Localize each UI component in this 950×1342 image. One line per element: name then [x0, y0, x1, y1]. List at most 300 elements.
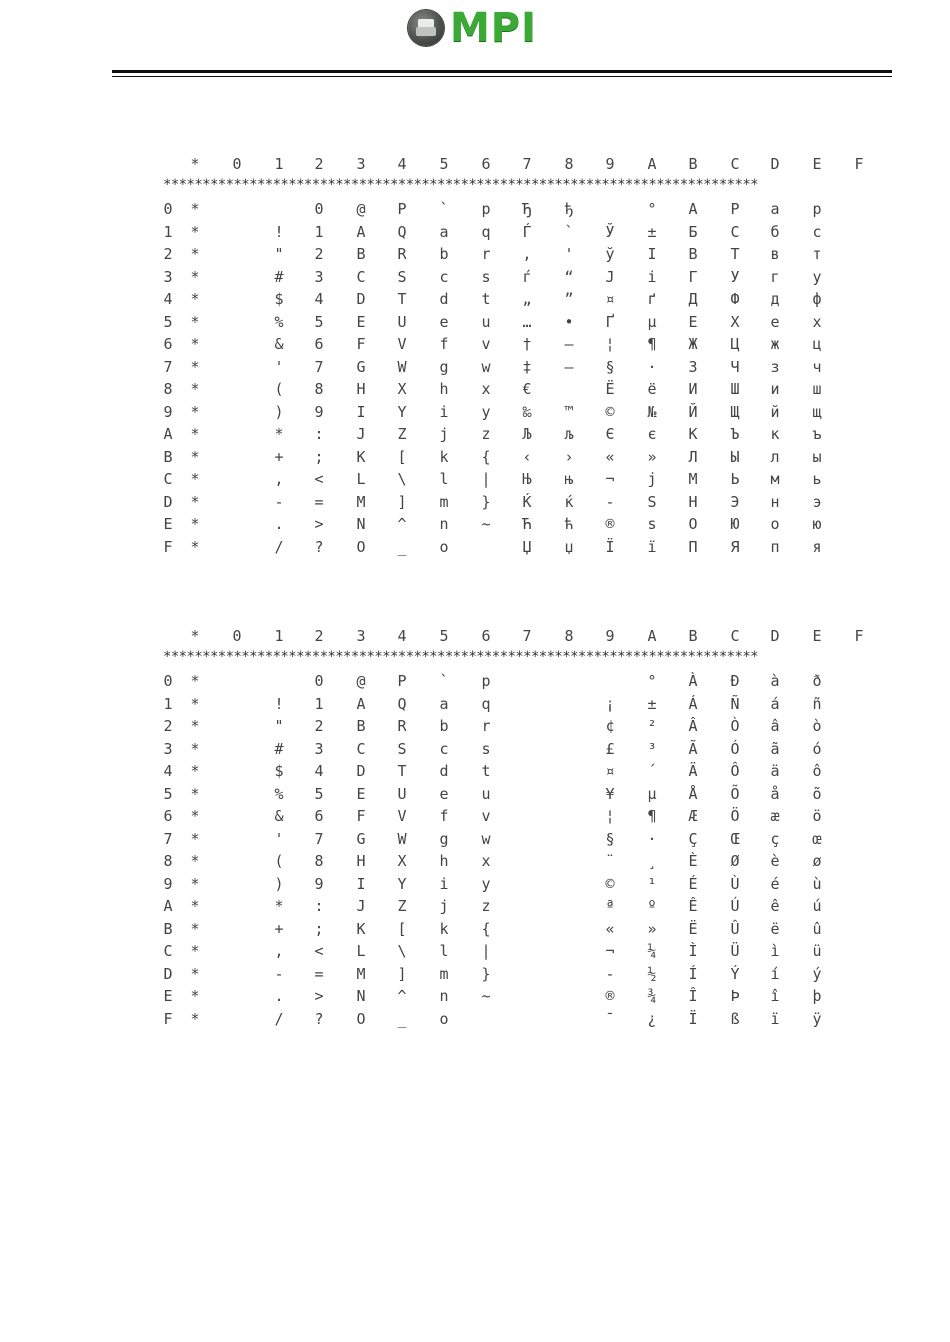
- header-cell: 1: [274, 627, 284, 645]
- glyph-cell: °: [647, 672, 657, 690]
- glyph-cell: 3: [314, 267, 324, 286]
- glyph-cell: ±: [647, 222, 657, 241]
- glyph-cell: з: [770, 357, 780, 376]
- glyph-cell: 4: [314, 762, 324, 780]
- glyph-cell: Å: [688, 784, 698, 803]
- glyph-cell: W: [397, 357, 407, 376]
- glyph-cell: ¶: [647, 807, 657, 825]
- glyph-cell: 6: [314, 335, 324, 353]
- glyph-cell: Ü: [730, 942, 740, 960]
- glyph-cell: þ: [812, 987, 822, 1005]
- glyph-cell: M: [356, 492, 366, 511]
- glyph-cell: _: [397, 537, 407, 556]
- glyph-cell: ½: [647, 964, 657, 983]
- row-label: B: [163, 447, 173, 466]
- glyph-cell: V: [397, 807, 407, 825]
- glyph-cell: Q: [397, 222, 407, 241]
- glyph-cell: Ю: [730, 515, 740, 533]
- header-cell: 7: [522, 155, 532, 173]
- glyph-cell: щ: [812, 402, 822, 421]
- glyph-cell: q: [481, 694, 491, 713]
- row-label: 5: [163, 784, 173, 803]
- glyph-cell: î: [770, 987, 780, 1005]
- glyph-cell: (: [274, 852, 284, 870]
- glyph-cell: ґ: [647, 290, 657, 308]
- glyph-cell: N: [356, 515, 366, 533]
- glyph-cell: =: [314, 492, 324, 511]
- glyph-cell: К: [688, 425, 698, 443]
- row-asterisk: *: [190, 964, 200, 983]
- glyph-cell: @: [356, 200, 366, 218]
- row-label: E: [163, 987, 173, 1005]
- glyph-cell: r: [481, 245, 491, 263]
- glyph-cell: »: [647, 447, 657, 466]
- glyph-cell: Ý: [730, 964, 740, 983]
- glyph-cell: å: [770, 784, 780, 803]
- separator-text: ****************************************************************************: [163, 176, 758, 193]
- glyph-cell: Х: [730, 312, 740, 331]
- glyph-cell: …: [522, 312, 532, 331]
- glyph-cell: Â: [688, 717, 698, 735]
- glyph-cell: о: [770, 515, 780, 533]
- glyph-cell: “: [564, 267, 574, 286]
- glyph-cell: Й: [688, 402, 698, 421]
- glyph-cell: -: [605, 492, 615, 511]
- glyph-cell: 6: [314, 807, 324, 825]
- glyph-cell: 2: [314, 717, 324, 735]
- glyph-cell: B: [356, 717, 366, 735]
- glyph-cell: ^: [397, 987, 407, 1005]
- glyph-cell: ': [274, 829, 284, 848]
- glyph-cell: b: [439, 245, 449, 263]
- glyph-cell: Z: [397, 425, 407, 443]
- glyph-cell: ß: [730, 1009, 740, 1028]
- glyph-cell: Î: [688, 987, 698, 1005]
- glyph-cell: Ї: [605, 537, 615, 556]
- glyph-cell: d: [439, 762, 449, 780]
- glyph-cell: ¯: [605, 1009, 615, 1028]
- row-asterisk: *: [190, 357, 200, 376]
- header-cell: C: [730, 155, 740, 173]
- glyph-cell: m: [439, 492, 449, 511]
- header-cell: B: [688, 155, 698, 173]
- glyph-cell: ‹: [522, 447, 532, 466]
- glyph-cell: U: [397, 312, 407, 331]
- printer-icon: [408, 10, 444, 46]
- glyph-cell: 5: [314, 312, 324, 331]
- glyph-cell: ~: [481, 987, 491, 1005]
- glyph-cell: ²: [647, 717, 657, 735]
- glyph-cell: ё: [647, 380, 657, 398]
- glyph-cell: ®: [605, 987, 615, 1005]
- row-label: 0: [163, 200, 173, 218]
- row-asterisk: *: [190, 470, 200, 488]
- row-label: 2: [163, 717, 173, 735]
- glyph-cell: ¾: [647, 987, 657, 1005]
- table-row: [150, 895, 875, 918]
- glyph-cell: н: [770, 492, 780, 511]
- glyph-cell: ¸: [647, 852, 657, 870]
- glyph-cell: »: [647, 919, 657, 938]
- glyph-cell: /: [274, 1009, 284, 1028]
- glyph-cell: ѓ: [522, 267, 532, 286]
- glyph-cell: ï: [770, 1009, 780, 1028]
- separator-text: ****************************************************************************: [163, 648, 758, 665]
- glyph-cell: Џ: [522, 537, 532, 556]
- glyph-cell: њ: [564, 470, 574, 488]
- glyph-cell: і: [647, 267, 657, 286]
- header-cell: 8: [564, 627, 574, 645]
- glyph-cell: r: [481, 717, 491, 735]
- glyph-cell: ,: [274, 470, 284, 488]
- table-row: [150, 828, 875, 851]
- glyph-cell: Ì: [688, 942, 698, 960]
- glyph-cell: O: [356, 1009, 366, 1028]
- glyph-cell: ñ: [812, 694, 822, 713]
- glyph-cell: ã: [770, 739, 780, 758]
- header-cell: 6: [481, 155, 491, 173]
- glyph-cell: Ј: [605, 267, 615, 286]
- glyph-cell: ¡: [605, 694, 615, 713]
- glyph-cell: H: [356, 380, 366, 398]
- glyph-cell: О: [688, 515, 698, 533]
- glyph-cell: C: [356, 267, 366, 286]
- row-asterisk: *: [190, 537, 200, 556]
- row-label: F: [163, 537, 173, 556]
- glyph-cell: ї: [647, 537, 657, 556]
- row-asterisk: *: [190, 829, 200, 848]
- glyph-cell: G: [356, 357, 366, 376]
- glyph-cell: ": [274, 717, 284, 735]
- glyph-cell: £: [605, 739, 615, 758]
- glyph-cell: p: [481, 200, 491, 218]
- glyph-cell: e: [439, 784, 449, 803]
- glyph-cell: \: [397, 470, 407, 488]
- glyph-cell: +: [274, 919, 284, 938]
- glyph-cell: А: [688, 200, 698, 218]
- glyph-cell: A: [356, 222, 366, 241]
- glyph-cell: !: [274, 694, 284, 713]
- row-label: 6: [163, 335, 173, 353]
- glyph-cell: X: [397, 380, 407, 398]
- glyph-cell: &: [274, 807, 284, 825]
- glyph-cell: ц: [812, 335, 822, 353]
- glyph-cell: 3: [314, 739, 324, 758]
- glyph-cell: P: [397, 200, 407, 218]
- glyph-cell: s: [481, 739, 491, 758]
- header-cell: A: [647, 155, 657, 173]
- row-label: 4: [163, 290, 173, 308]
- glyph-cell: P: [397, 672, 407, 690]
- header-cell: C: [730, 627, 740, 645]
- glyph-cell: i: [439, 402, 449, 421]
- glyph-cell: ќ: [564, 492, 574, 511]
- header-cell: *: [190, 155, 200, 173]
- glyph-cell: à: [770, 672, 780, 690]
- glyph-cell: Ь: [730, 470, 740, 488]
- glyph-cell: •: [564, 312, 574, 331]
- glyph-cell: „: [522, 290, 532, 308]
- glyph-cell: k: [439, 447, 449, 466]
- glyph-cell: 5: [314, 784, 324, 803]
- row-label: 9: [163, 874, 173, 893]
- table-header-row: [150, 625, 875, 648]
- glyph-cell: Д: [688, 290, 698, 308]
- glyph-cell: ": [274, 245, 284, 263]
- row-asterisk: *: [190, 784, 200, 803]
- glyph-cell: ;: [314, 919, 324, 938]
- glyph-cell: è: [770, 852, 780, 870]
- glyph-cell: є: [647, 425, 657, 443]
- glyph-cell: Г: [688, 267, 698, 286]
- glyph-cell: á: [770, 694, 780, 713]
- row-asterisk: *: [190, 402, 200, 421]
- row-asterisk: *: [190, 987, 200, 1005]
- glyph-cell: Ъ: [730, 425, 740, 443]
- glyph-cell: м: [770, 470, 780, 488]
- glyph-cell: «: [605, 919, 615, 938]
- glyph-cell: ¥: [605, 784, 615, 803]
- glyph-cell: Û: [730, 919, 740, 938]
- glyph-cell: õ: [812, 784, 822, 803]
- glyph-cell: ?: [314, 537, 324, 556]
- glyph-cell: М: [688, 470, 698, 488]
- glyph-cell: æ: [770, 807, 780, 825]
- glyph-cell: Ú: [730, 897, 740, 915]
- glyph-cell: C: [356, 739, 366, 758]
- row-label: 3: [163, 739, 173, 758]
- table-row: [150, 491, 875, 514]
- glyph-cell: 1: [314, 694, 324, 713]
- glyph-cell: ú: [812, 897, 822, 915]
- header-cell: 3: [356, 627, 366, 645]
- table-row: [150, 243, 875, 266]
- row-asterisk: *: [190, 267, 200, 286]
- glyph-cell: #: [274, 739, 284, 758]
- glyph-cell: 9: [314, 402, 324, 421]
- glyph-cell: c: [439, 739, 449, 758]
- glyph-cell: y: [481, 402, 491, 421]
- header-cell: 0: [232, 627, 242, 645]
- glyph-cell: [: [397, 447, 407, 466]
- glyph-cell: ф: [812, 290, 822, 308]
- row-label: E: [163, 515, 173, 533]
- glyph-cell: ý: [812, 964, 822, 983]
- row-label: 7: [163, 829, 173, 848]
- glyph-cell: ,: [274, 942, 284, 960]
- glyph-cell: v: [481, 807, 491, 825]
- header-cell: 2: [314, 155, 324, 173]
- glyph-cell: &: [274, 335, 284, 353]
- glyph-cell: €: [522, 380, 532, 398]
- glyph-cell: я: [812, 537, 822, 556]
- glyph-cell: ъ: [812, 425, 822, 443]
- glyph-cell: Ô: [730, 762, 740, 780]
- glyph-cell: A: [356, 694, 366, 713]
- glyph-cell: Ґ: [605, 312, 615, 331]
- row-asterisk: *: [190, 447, 200, 466]
- row-asterisk: *: [190, 1009, 200, 1028]
- glyph-cell: §: [605, 357, 615, 376]
- glyph-cell: џ: [564, 537, 574, 556]
- row-asterisk: *: [190, 245, 200, 263]
- table-row: [150, 423, 875, 446]
- glyph-cell: Æ: [688, 807, 698, 825]
- row-asterisk: *: [190, 942, 200, 960]
- glyph-cell: >: [314, 987, 324, 1005]
- glyph-cell: —: [564, 357, 574, 376]
- glyph-cell: ©: [605, 402, 615, 421]
- header-cell: 4: [397, 627, 407, 645]
- table-row: [150, 378, 875, 401]
- header-cell: 5: [439, 627, 449, 645]
- table-row: [150, 760, 875, 783]
- row-asterisk: *: [190, 335, 200, 353]
- glyph-cell: љ: [564, 425, 574, 443]
- glyph-cell: >: [314, 515, 324, 533]
- glyph-cell: w: [481, 357, 491, 376]
- glyph-cell: ~: [481, 515, 491, 533]
- header-cell: *: [190, 627, 200, 645]
- header-cell: A: [647, 627, 657, 645]
- glyph-cell: |: [481, 942, 491, 960]
- glyph-cell: (: [274, 380, 284, 398]
- glyph-cell: Є: [605, 425, 615, 443]
- glyph-cell: g: [439, 357, 449, 376]
- glyph-cell: q: [481, 222, 491, 241]
- glyph-cell: ,: [522, 245, 532, 263]
- glyph-cell: l: [439, 942, 449, 960]
- glyph-cell: Œ: [730, 829, 740, 848]
- glyph-cell: ð: [812, 672, 822, 690]
- glyph-cell: Е: [688, 312, 698, 331]
- glyph-cell: Ñ: [730, 694, 740, 713]
- row-asterisk: *: [190, 807, 200, 825]
- table-row: [150, 311, 875, 334]
- glyph-cell: T: [397, 762, 407, 780]
- header-rule-thin: [112, 76, 892, 77]
- table-row: [150, 333, 875, 356]
- glyph-cell: c: [439, 267, 449, 286]
- glyph-cell: ю: [812, 515, 822, 533]
- row-label: 9: [163, 402, 173, 421]
- header-cell: D: [770, 155, 780, 173]
- glyph-cell: o: [439, 537, 449, 556]
- row-asterisk: *: [190, 739, 200, 758]
- glyph-cell: И: [688, 380, 698, 398]
- glyph-cell: $: [274, 762, 284, 780]
- glyph-cell: ª: [605, 897, 615, 915]
- table-row: [150, 783, 875, 806]
- header-cell: 6: [481, 627, 491, 645]
- glyph-cell: х: [812, 312, 822, 331]
- glyph-cell: Ж: [688, 335, 698, 353]
- glyph-cell: µ: [647, 784, 657, 803]
- glyph-cell: т: [812, 245, 822, 263]
- glyph-cell: b: [439, 717, 449, 735]
- glyph-cell: Ë: [688, 919, 698, 938]
- glyph-cell: °: [647, 200, 657, 218]
- table-row: [150, 715, 875, 738]
- glyph-cell: Þ: [730, 987, 740, 1005]
- glyph-cell: F: [356, 807, 366, 825]
- header-cell: B: [688, 627, 698, 645]
- glyph-cell: ¬: [605, 942, 615, 960]
- header-cell: F: [854, 627, 864, 645]
- glyph-cell: ·: [647, 829, 657, 848]
- glyph-cell: Ш: [730, 380, 740, 398]
- glyph-cell: m: [439, 964, 449, 983]
- glyph-cell: g: [439, 829, 449, 848]
- glyph-cell: Í: [688, 964, 698, 983]
- glyph-cell: Т: [730, 245, 740, 263]
- character-table-2: [150, 625, 875, 1030]
- row-label: D: [163, 492, 173, 511]
- glyph-cell: –: [564, 335, 574, 353]
- table-row: [150, 963, 875, 986]
- glyph-cell: L: [356, 470, 366, 488]
- glyph-cell: ': [564, 245, 574, 263]
- glyph-cell: §: [605, 829, 615, 848]
- glyph-cell: @: [356, 672, 366, 690]
- glyph-cell: ј: [647, 470, 657, 488]
- glyph-cell: ч: [812, 357, 822, 376]
- glyph-cell: }: [481, 964, 491, 983]
- glyph-cell: J: [356, 897, 366, 915]
- glyph-cell: ¼: [647, 942, 657, 960]
- glyph-cell: У: [730, 267, 740, 286]
- glyph-cell: ©: [605, 874, 615, 893]
- table-row: [150, 670, 875, 693]
- glyph-cell: %: [274, 312, 284, 331]
- glyph-cell: Э: [730, 492, 740, 511]
- glyph-cell: h: [439, 380, 449, 398]
- glyph-cell: ]: [397, 964, 407, 983]
- glyph-cell: _: [397, 1009, 407, 1028]
- glyph-cell: E: [356, 312, 366, 331]
- glyph-cell: S: [397, 739, 407, 758]
- glyph-cell: `: [564, 222, 574, 241]
- glyph-cell: -: [605, 964, 615, 983]
- glyph-cell: Ў: [605, 222, 615, 241]
- glyph-cell: ‡: [522, 357, 532, 376]
- glyph-cell: Ø: [730, 852, 740, 870]
- glyph-cell: 0: [314, 200, 324, 218]
- glyph-cell: [: [397, 919, 407, 938]
- row-asterisk: *: [190, 672, 200, 690]
- row-asterisk: *: [190, 312, 200, 331]
- glyph-cell: N: [356, 987, 366, 1005]
- glyph-cell: ;: [314, 447, 324, 466]
- row-label: C: [163, 470, 173, 488]
- glyph-cell: `: [439, 200, 449, 218]
- glyph-cell: S: [397, 267, 407, 286]
- glyph-cell: ›: [564, 447, 574, 466]
- glyph-cell: Ќ: [522, 492, 532, 511]
- glyph-cell: Ê: [688, 897, 698, 915]
- row-label: 4: [163, 762, 173, 780]
- table-row: [150, 221, 875, 244]
- glyph-cell: 2: [314, 245, 324, 263]
- row-label: 6: [163, 807, 173, 825]
- glyph-cell: /: [274, 537, 284, 556]
- header-cell: 9: [605, 627, 615, 645]
- glyph-cell: ·: [647, 357, 657, 376]
- glyph-cell: K: [356, 447, 366, 466]
- glyph-cell: œ: [812, 829, 822, 848]
- row-label: F: [163, 1009, 173, 1028]
- glyph-cell: ®: [605, 515, 615, 533]
